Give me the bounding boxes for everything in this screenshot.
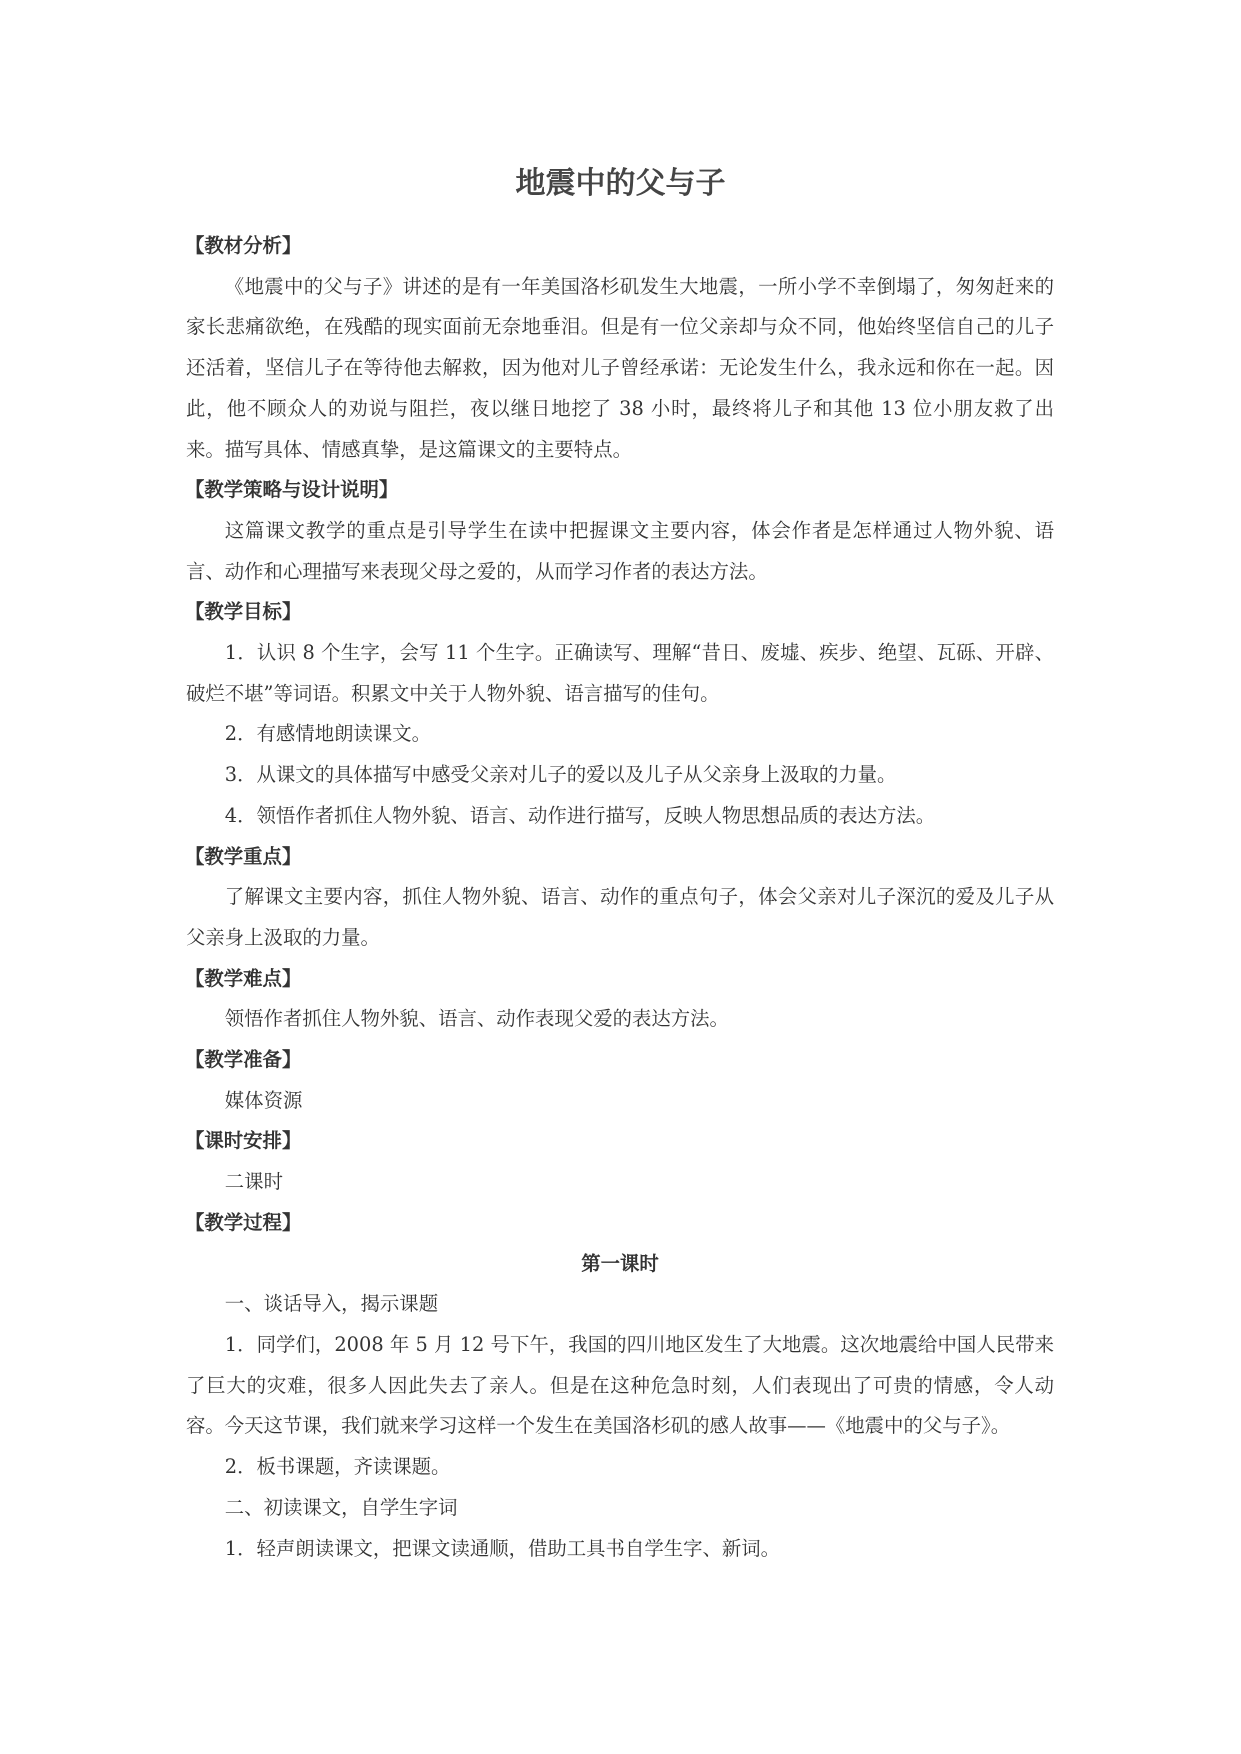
document-body bbox=[186, 226, 1054, 1569]
difficulty-paragraph: 领悟作者抓住人物外貌、语言、动作表现父爱的表达方法。 bbox=[224, 1007, 729, 1031]
goal-item-3: 3．从课文的具体描写中感受父亲对儿子的爱以及儿子从父亲身上汲取的力量。 bbox=[224, 763, 897, 787]
lesson-heading: 第一课时 bbox=[581, 1251, 659, 1275]
process-step-2: 二、初读课文，自学生字词 bbox=[224, 1495, 458, 1519]
section-heading-difficulty: 【教学难点】 bbox=[185, 966, 302, 990]
section-heading-schedule: 【课时安排】 bbox=[185, 1129, 302, 1153]
schedule-paragraph: 二课时 bbox=[224, 1170, 283, 1194]
key-paragraph: 了解课文主要内容，抓住人物外貌、语言、动作的重点句子，体会父亲对儿子深沉的爱及儿子从父亲身上汲取的力量。 bbox=[186, 885, 1054, 949]
section-heading-goals: 【教学目标】 bbox=[185, 600, 302, 624]
prep-paragraph: 媒体资源 bbox=[224, 1088, 303, 1112]
strategy-paragraph: 这篇课文教学的重点是引导学生在读中把握课文主要内容，体会作者是怎样通过人物外貌、语言、动作和心理描写来表现父母之爱的，从而学习作者的表达方法。 bbox=[186, 518, 1054, 583]
analysis-paragraph: 《地震中的父与子》讲述的是有一年美国洛杉矶发生大地震，一所小学不幸倒塌了，匆匆赶来的家长悲痛欲绝，在残酷的现实面前无奈地垂泪。但是有一位父亲却与众不同，他始终坚信自己的儿子还活着，坚信儿子在等待他去解救，因为他对儿子曾经承诺：无论发生什么，我永远和你在一起。因此，他不顾众人的劝说与阻拦，夜以继日地挖了 38 小时，最终将儿子和其他 13 位小朋友救了出来。描写具体、情感真挚，是这篇课文的主要特点。 bbox=[186, 274, 1054, 461]
document-title: 地震中的父与子 bbox=[515, 166, 726, 201]
section-heading-prep: 【教学准备】 bbox=[185, 1048, 302, 1072]
process-step-1-1: 1．同学们，2008 年 5 月 12 号下午，我国的四川地区发生了大地震。这次地震给中国人民带来了巨大的灾难，很多人因此失去了亲人。但是在这种危急时刻，人们表现出了可贵的情感，令人动容。今天这节课，我们就来学习这样一个发生在美国洛杉矶的感人故事——《地震中的父与子》。 bbox=[186, 1332, 1054, 1438]
goal-item-4: 4．领悟作者抓住人物外貌、语言、动作进行描写，反映人物思想品质的表达方法。 bbox=[224, 803, 936, 827]
process-step-1-2: 2．板书课题，齐读课题。 bbox=[224, 1455, 451, 1479]
section-heading-key: 【教学重点】 bbox=[185, 844, 302, 868]
section-heading-analysis: 【教材分析】 bbox=[185, 234, 302, 257]
section-heading-process: 【教学过程】 bbox=[185, 1210, 302, 1234]
goal-item-2: 2．有感情地朗读课文。 bbox=[224, 722, 432, 746]
section-heading-strategy: 【教学策略与设计说明】 bbox=[185, 478, 399, 502]
process-step-1: 一、谈话导入，揭示课题 bbox=[224, 1292, 439, 1316]
process-step-2-1: 1．轻声朗读课文，把课文读通顺，借助工具书自学生字、新词。 bbox=[224, 1536, 781, 1560]
goal-item-1: 1．认识 8 个生字，会写 11 个生字。正确读写、理解“昔日、废墟、疾步、绝望、瓦砾、开辟、破烂不堪”等词语。积累文中关于人物外貌、语言描写的佳句。 bbox=[186, 641, 1054, 705]
